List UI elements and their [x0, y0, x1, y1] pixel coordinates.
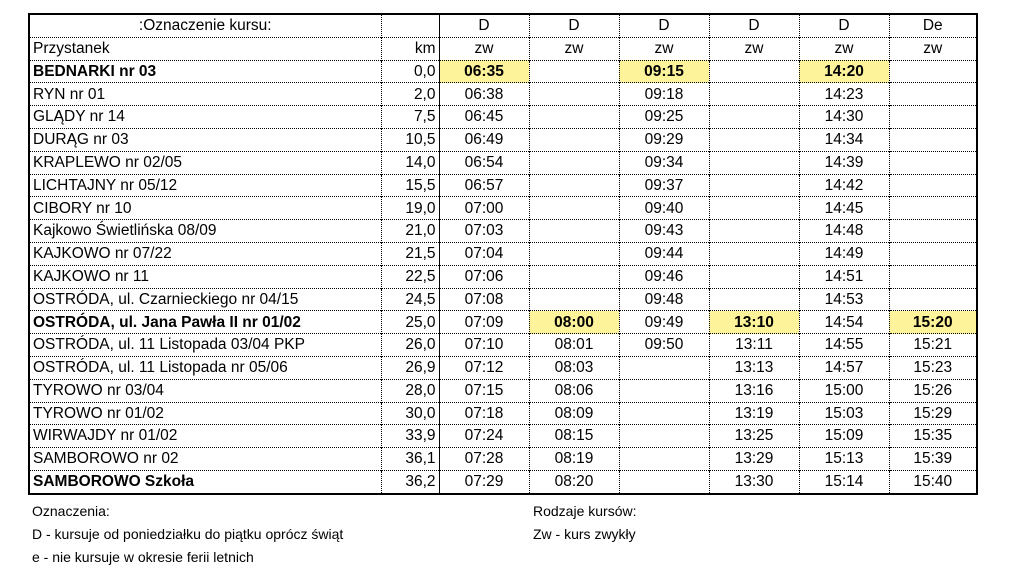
stop-name: SAMBOROWO nr 02 — [29, 448, 381, 471]
stop-name: GLĄDY nr 14 — [29, 106, 381, 129]
departure-time: 07:29 — [439, 470, 529, 493]
table-row — [29, 265, 977, 288]
departure-time: 13:29 — [709, 448, 799, 471]
table-row — [29, 448, 977, 471]
departure-time: 13:25 — [709, 425, 799, 448]
table-row — [29, 288, 977, 311]
departure-time: 15:35 — [889, 425, 977, 448]
departure-time — [889, 174, 977, 197]
departure-time: 14:39 — [799, 151, 889, 174]
departure-time: 09:48 — [619, 288, 709, 311]
stop-name: SAMBOROWO Szkoła — [29, 470, 381, 493]
departure-time: 07:04 — [439, 242, 529, 265]
departure-time: 07:09 — [439, 311, 529, 334]
departure-time: 07:28 — [439, 448, 529, 471]
stop-name: Kajkowo Świetlińska 08/09 — [29, 220, 381, 243]
departure-time: 13:19 — [709, 402, 799, 425]
departure-time — [619, 356, 709, 379]
course-code: D — [439, 14, 529, 37]
course-type: zw — [889, 37, 977, 60]
course-type: zw — [709, 37, 799, 60]
departure-time — [529, 288, 619, 311]
km-value: 22,5 — [381, 265, 439, 288]
departure-time: 15:00 — [799, 379, 889, 402]
departure-time: 13:16 — [709, 379, 799, 402]
header-row-labels — [29, 37, 977, 60]
departure-time: 14:57 — [799, 356, 889, 379]
km-value: 33,9 — [381, 425, 439, 448]
departure-time: 13:10 — [709, 311, 799, 334]
table-row — [29, 311, 977, 334]
departure-time: 08:15 — [529, 425, 619, 448]
table-row — [29, 470, 977, 493]
departure-time — [889, 242, 977, 265]
legend-title: Oznaczenia: — [32, 503, 110, 519]
departure-time: 13:11 — [709, 334, 799, 357]
departure-time — [709, 265, 799, 288]
departure-time: 09:37 — [619, 174, 709, 197]
km-value: 25,0 — [381, 311, 439, 334]
km-value: 0,0 — [381, 60, 439, 83]
departure-time: 07:15 — [439, 379, 529, 402]
km-value: 21,0 — [381, 220, 439, 243]
course-code: D — [799, 14, 889, 37]
departure-time: 14:30 — [799, 106, 889, 129]
departure-time — [619, 425, 709, 448]
departure-time — [889, 220, 977, 243]
stop-name: OSTRÓDA, ul. Czarnieckiego nr 04/15 — [29, 288, 381, 311]
km-value: 21,5 — [381, 242, 439, 265]
departure-time — [709, 220, 799, 243]
course-type: zw — [529, 37, 619, 60]
departure-time — [889, 151, 977, 174]
legend-types-title: Rodzaje kursów: — [533, 503, 637, 519]
table-row — [29, 197, 977, 220]
departure-time: 15:14 — [799, 470, 889, 493]
km-value: 14,0 — [381, 151, 439, 174]
departure-time — [529, 197, 619, 220]
departure-time: 14:23 — [799, 83, 889, 106]
table-row — [29, 334, 977, 357]
departure-time: 13:30 — [709, 470, 799, 493]
departure-time — [529, 265, 619, 288]
stop-name: RYN nr 01 — [29, 83, 381, 106]
departure-time — [889, 265, 977, 288]
departure-time: 14:49 — [799, 242, 889, 265]
departure-time: 08:03 — [529, 356, 619, 379]
km-value: 24,5 — [381, 288, 439, 311]
departure-time — [709, 83, 799, 106]
course-type: zw — [799, 37, 889, 60]
km-value: 30,0 — [381, 402, 439, 425]
km-column-header: km — [381, 37, 439, 60]
km-value: 2,0 — [381, 83, 439, 106]
departure-time: 15:13 — [799, 448, 889, 471]
departure-time: 06:49 — [439, 128, 529, 151]
departure-time: 14:51 — [799, 265, 889, 288]
km-value: 26,9 — [381, 356, 439, 379]
departure-time: 15:23 — [889, 356, 977, 379]
stop-name: KAJKOWO nr 11 — [29, 265, 381, 288]
timetable — [28, 13, 978, 495]
departure-time: 07:08 — [439, 288, 529, 311]
departure-time: 07:03 — [439, 220, 529, 243]
departure-time: 06:35 — [439, 60, 529, 83]
table-row — [29, 220, 977, 243]
departure-time: 09:25 — [619, 106, 709, 129]
departure-time: 06:45 — [439, 106, 529, 129]
course-type: zw — [439, 37, 529, 60]
course-type: zw — [619, 37, 709, 60]
departure-time — [529, 220, 619, 243]
km-value: 15,5 — [381, 174, 439, 197]
departure-time: 14:45 — [799, 197, 889, 220]
departure-time — [889, 197, 977, 220]
departure-time: 09:18 — [619, 83, 709, 106]
stop-name: KRAPLEWO nr 02/05 — [29, 151, 381, 174]
departure-time — [709, 128, 799, 151]
departure-time — [709, 106, 799, 129]
departure-time: 09:43 — [619, 220, 709, 243]
table-row — [29, 402, 977, 425]
departure-time — [709, 174, 799, 197]
departure-time: 15:40 — [889, 470, 977, 493]
departure-time: 15:26 — [889, 379, 977, 402]
km-value: 36,1 — [381, 448, 439, 471]
table-row — [29, 242, 977, 265]
departure-time — [709, 242, 799, 265]
departure-time: 15:20 — [889, 311, 977, 334]
km-value: 26,0 — [381, 334, 439, 357]
departure-time — [619, 402, 709, 425]
stop-name: TYROWO nr 03/04 — [29, 379, 381, 402]
departure-time — [529, 151, 619, 174]
table-row — [29, 174, 977, 197]
departure-time: 07:00 — [439, 197, 529, 220]
departure-time — [709, 288, 799, 311]
course-code: D — [529, 14, 619, 37]
table-row — [29, 106, 977, 129]
km-value: 19,0 — [381, 197, 439, 220]
table-row — [29, 151, 977, 174]
departure-time: 14:20 — [799, 60, 889, 83]
departure-time — [619, 470, 709, 493]
table-row — [29, 379, 977, 402]
departure-time: 15:09 — [799, 425, 889, 448]
course-code: De — [889, 14, 977, 37]
course-code: D — [709, 14, 799, 37]
departure-time: 14:53 — [799, 288, 889, 311]
departure-time — [889, 83, 977, 106]
departure-time: 09:40 — [619, 197, 709, 220]
departure-time: 09:49 — [619, 311, 709, 334]
departure-time: 09:50 — [619, 334, 709, 357]
departure-time — [709, 197, 799, 220]
departure-time: 15:29 — [889, 402, 977, 425]
departure-time: 08:09 — [529, 402, 619, 425]
stop-name: WIRWAJDY nr 01/02 — [29, 425, 381, 448]
table-row — [29, 425, 977, 448]
stop-column-header: Przystanek — [29, 37, 381, 60]
departure-time — [529, 83, 619, 106]
departure-time: 14:34 — [799, 128, 889, 151]
departure-time: 09:15 — [619, 60, 709, 83]
km-value: 7,5 — [381, 106, 439, 129]
departure-time — [529, 106, 619, 129]
course-code: D — [619, 14, 709, 37]
departure-time: 15:03 — [799, 402, 889, 425]
departure-time: 08:20 — [529, 470, 619, 493]
departure-time: 06:57 — [439, 174, 529, 197]
departure-time: 15:21 — [889, 334, 977, 357]
stop-name: DURĄG nr 03 — [29, 128, 381, 151]
departure-time: 08:01 — [529, 334, 619, 357]
departure-time — [529, 60, 619, 83]
departure-time — [889, 288, 977, 311]
departure-time: 14:55 — [799, 334, 889, 357]
departure-time: 08:19 — [529, 448, 619, 471]
departure-time: 07:18 — [439, 402, 529, 425]
departure-time: 15:39 — [889, 448, 977, 471]
departure-time: 14:48 — [799, 220, 889, 243]
departure-time: 09:29 — [619, 128, 709, 151]
departure-time — [889, 106, 977, 129]
course-header-title: :Oznaczenie kursu: — [29, 14, 381, 37]
departure-time: 09:44 — [619, 242, 709, 265]
departure-time: 08:06 — [529, 379, 619, 402]
legend-type-zw: Zw - kurs zwykły — [533, 526, 636, 542]
departure-time: 07:24 — [439, 425, 529, 448]
table-row — [29, 356, 977, 379]
legend-item-e: e - nie kursuje w okresie ferii letnich — [32, 549, 254, 565]
km-value: 28,0 — [381, 379, 439, 402]
departure-time: 14:42 — [799, 174, 889, 197]
departure-time — [529, 242, 619, 265]
stop-name: OSTRÓDA, ul. 11 Listopada 03/04 PKP — [29, 334, 381, 357]
departure-time: 07:10 — [439, 334, 529, 357]
km-value: 10,5 — [381, 128, 439, 151]
stop-name: KAJKOWO nr 07/22 — [29, 242, 381, 265]
legend-item-d: D - kursuje od poniedziałku do piątku oprócz świąt — [32, 526, 344, 542]
departure-time: 14:54 — [799, 311, 889, 334]
header-row-codes — [29, 14, 977, 37]
departure-time: 09:46 — [619, 265, 709, 288]
departure-time: 09:34 — [619, 151, 709, 174]
departure-time — [889, 60, 977, 83]
departure-time — [619, 379, 709, 402]
stop-name: CIBORY nr 10 — [29, 197, 381, 220]
departure-time: 07:12 — [439, 356, 529, 379]
departure-time: 06:54 — [439, 151, 529, 174]
departure-time — [529, 128, 619, 151]
table-row — [29, 128, 977, 151]
departure-time — [709, 60, 799, 83]
km-value: 36,2 — [381, 470, 439, 493]
table-row — [29, 60, 977, 83]
departure-time: 06:38 — [439, 83, 529, 106]
stop-name: LICHTAJNY nr 05/12 — [29, 174, 381, 197]
table-row — [29, 83, 977, 106]
departure-time: 08:00 — [529, 311, 619, 334]
stop-name: BEDNARKI nr 03 — [29, 60, 381, 83]
departure-time — [889, 128, 977, 151]
departure-time — [709, 151, 799, 174]
km-header-blank — [381, 14, 439, 37]
stop-name: OSTRÓDA, ul. 11 Listopada nr 05/06 — [29, 356, 381, 379]
departure-time — [619, 448, 709, 471]
departure-time: 07:06 — [439, 265, 529, 288]
departure-time: 13:13 — [709, 356, 799, 379]
stop-name: TYROWO nr 01/02 — [29, 402, 381, 425]
stop-name: OSTRÓDA, ul. Jana Pawła II nr 01/02 — [29, 311, 381, 334]
departure-time — [529, 174, 619, 197]
